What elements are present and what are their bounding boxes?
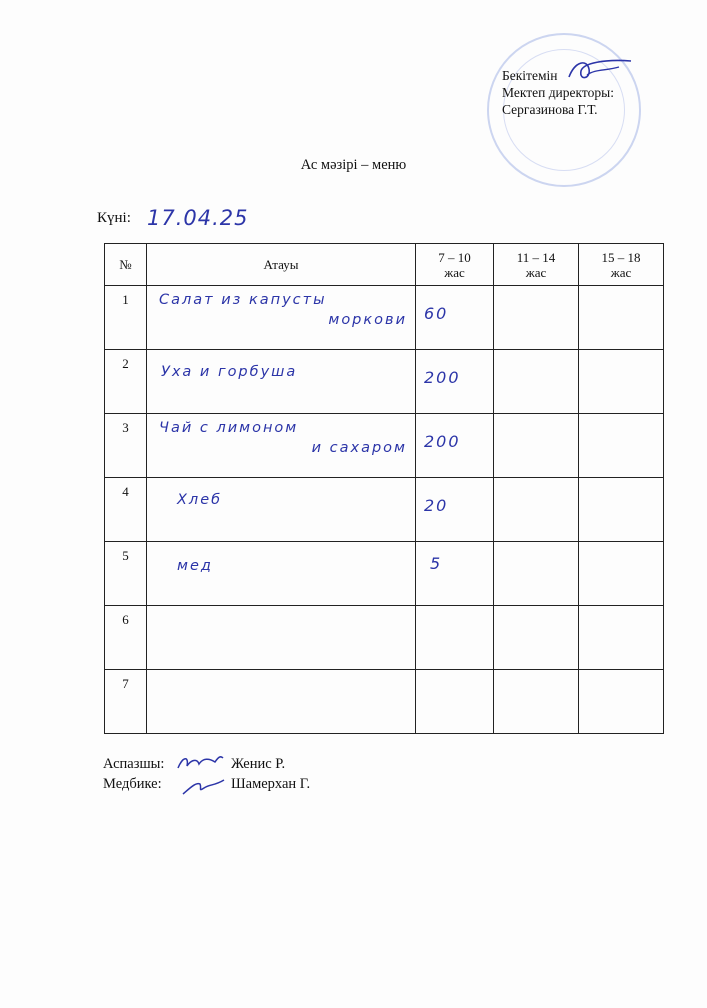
row-qty-15-18 xyxy=(579,542,664,606)
header-name: Атауы xyxy=(147,244,416,286)
cook-signature xyxy=(175,752,225,772)
approval-line-1: Бекітемін xyxy=(502,68,558,83)
row-qty-15-18 xyxy=(579,606,664,670)
table-row xyxy=(105,542,664,606)
row-qty-7-10 xyxy=(416,670,494,734)
table-row xyxy=(105,478,664,542)
row-num: 7 xyxy=(105,670,147,734)
header-num: № xyxy=(105,244,147,286)
menu-table xyxy=(104,243,664,734)
row-name xyxy=(147,286,416,350)
row-qty-11-14 xyxy=(494,414,579,478)
row-name-line-2: и сахаром xyxy=(311,440,407,456)
header-age-11-14 xyxy=(494,244,579,286)
row-name-line-2: моркови xyxy=(328,312,407,328)
header-age-7-10-unit: жас xyxy=(444,264,465,280)
date-value: 17.04.25 xyxy=(147,206,249,230)
row-name xyxy=(147,670,416,734)
row-qty-15-18 xyxy=(579,350,664,414)
row-qty-11-14 xyxy=(494,606,579,670)
cook-signature-line xyxy=(103,756,286,773)
row-qty-11-14 xyxy=(494,286,579,350)
row-name xyxy=(147,350,416,414)
row-qty-15-18 xyxy=(579,414,664,478)
nurse-name: Шамерхан Г. xyxy=(231,776,311,792)
row-num: 1 xyxy=(105,286,147,350)
row-qty-15-18 xyxy=(579,670,664,734)
row-qty-value: 60 xyxy=(424,304,449,323)
header-age-7-10-range: 7 – 10 xyxy=(438,249,471,265)
header-age-15-18-range: 15 – 18 xyxy=(601,249,641,265)
row-num: 2 xyxy=(105,350,147,414)
approval-line-3: Сергазинова Г.Т. xyxy=(502,102,598,117)
header-age-15-18 xyxy=(579,244,664,286)
table-row xyxy=(105,606,664,670)
row-qty-7-10 xyxy=(416,286,494,350)
document-title: Ас мәзірі – меню xyxy=(300,157,407,173)
row-qty-7-10 xyxy=(416,414,494,478)
table-row xyxy=(105,414,664,478)
row-qty-value: 5 xyxy=(430,554,443,573)
nurse-signature xyxy=(180,776,226,796)
row-qty-7-10 xyxy=(416,542,494,606)
row-name-line-1: Хлеб xyxy=(177,492,223,508)
row-name-line-1: Салат из капусты xyxy=(159,292,327,308)
table-row xyxy=(105,670,664,734)
row-num: 3 xyxy=(105,414,147,478)
row-name xyxy=(147,414,416,478)
row-qty-11-14 xyxy=(494,350,579,414)
row-qty-11-14 xyxy=(494,478,579,542)
row-qty-11-14 xyxy=(494,542,579,606)
row-qty-15-18 xyxy=(579,286,664,350)
header-age-7-10 xyxy=(416,244,494,286)
table-row xyxy=(105,350,664,414)
row-qty-value: 200 xyxy=(424,368,461,387)
row-name-line-1: мед xyxy=(177,558,213,574)
approval-line-2: Мектеп директоры: xyxy=(502,85,614,100)
row-name-line-1: Чай с лимоном xyxy=(159,420,299,436)
row-qty-value: 200 xyxy=(424,432,461,451)
row-num: 6 xyxy=(105,606,147,670)
row-name xyxy=(147,606,416,670)
cook-name: Женис Р. xyxy=(231,756,286,772)
row-qty-15-18 xyxy=(579,478,664,542)
nurse-label: Медбике: xyxy=(103,776,162,792)
row-num: 4 xyxy=(105,478,147,542)
date-label: Күні: xyxy=(97,210,131,226)
header-age-15-18-unit: жас xyxy=(610,264,632,280)
row-qty-7-10 xyxy=(416,606,494,670)
row-qty-7-10 xyxy=(416,478,494,542)
cook-label: Аспазшы: xyxy=(103,756,165,772)
row-name xyxy=(147,542,416,606)
row-num: 5 xyxy=(105,542,147,606)
director-signature xyxy=(565,55,635,85)
row-qty-value: 20 xyxy=(424,496,449,515)
row-name-line-1: Уха и горбуша xyxy=(161,364,298,380)
table-row xyxy=(105,286,664,350)
header-age-11-14-range: 11 – 14 xyxy=(516,249,556,265)
row-name xyxy=(147,478,416,542)
header-age-11-14-unit: жас xyxy=(525,264,547,280)
row-qty-7-10 xyxy=(416,350,494,414)
row-qty-11-14 xyxy=(494,670,579,734)
table-header-row xyxy=(105,244,664,286)
nurse-signature-line xyxy=(103,776,311,793)
